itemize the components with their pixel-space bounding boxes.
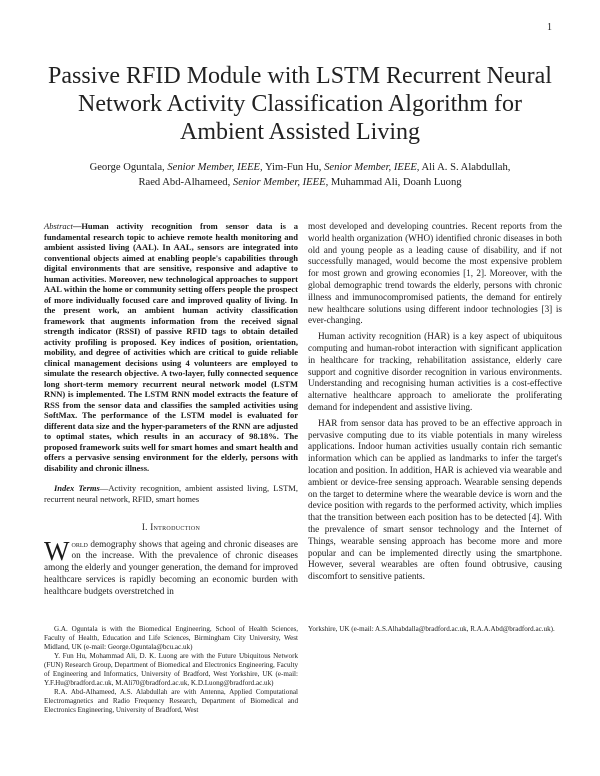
section-number: I. [141, 522, 148, 532]
right-column [308, 221, 562, 583]
page-number: 1 [547, 22, 552, 33]
author-role: Senior Member, IEEE, [167, 162, 263, 173]
intro-paragraph [44, 535, 298, 598]
abstract [44, 221, 298, 473]
author-name: Raed Abd-Alhameed, [138, 177, 231, 188]
body-paragraph: HAR from sensor data has proved to be an effective approach in pervasive computing due to its viable potentials in many wireless applications. Indoor human activities usually contain rich semantic information which can be applied as landmarks to infer the target's location and position. In addition, HAR is achieved via wearable and ambient or device-free sensing approach. Wearable sensing depends on the target to determine where the wearable device is worn and the device position with regards to the performed activity, which implies that the transition between each position has to be detected [4]. With the prevalence of smart sensor technology and the Internet of Things, wearable sensing approach has become more and more popular and can be implemented directly using the smartphone. However, several wearables are often found obtrusive, causing discomfort to sensitive patients. [308, 417, 562, 582]
drop-cap: W [44, 535, 70, 566]
abstract-label: Abstract [44, 221, 73, 231]
footnote: G.A. Oguntala is with the Biomedical Engineering, School of Health Sciences, Faculty of Health, Education and Life Sciences, Birmingham City University, West Midland, UK (e-mail: George.Oguntala@bcu.ac.uk) [44, 625, 298, 651]
author-name: Muhammad Ali, Doanh Luong [330, 177, 462, 188]
first-word-rest: orld [71, 538, 88, 549]
footnote: R.A. Abd-Alhameed, A.S. Alabdullah are with Antenna, Applied Computational Electromagnetics and Radio Frequency Research, Department of Biomedical and Electronics Engineering, University of Bradford, West [44, 688, 298, 714]
author-name: Yim-Fun Hu, [264, 162, 322, 173]
author-role: Senior Member, IEEE, [232, 177, 329, 188]
author-name: George Oguntala, [89, 162, 165, 173]
left-column [44, 221, 298, 597]
body-paragraph: Human activity recognition (HAR) is a key aspect of ubiquitous computing and human-robot interaction with significant application in healthcare for tracking, rehabilitation assistance, elderly care support and cognitive disorder recognition in various environments. Understanding and recognising human activities is a cost-effective alternative healthcare approach to ameliorate the proliferating demand for independent and assistive living. [308, 331, 562, 412]
paper-title: Passive RFID Module with LSTM Recurrent Neural Network Activity Classification Algorithm for Ambient Assisted Living [48, 63, 552, 145]
index-terms-text: —Activity recognition, ambient assisted living, LSTM, recurrent neural network, RFID, smart homes [44, 483, 298, 504]
index-terms-label: Index Terms [54, 483, 100, 493]
index-terms [44, 483, 298, 504]
footnotes-left [44, 625, 298, 715]
section-title: Introduction [150, 522, 201, 532]
body-paragraph: most developed and developing countries. Recent reports from the world health organization (WHO) identified chronic diseases in both old and young people as a leading cause of disability, and if not successfully managed, would become the most expensive problem for most grown and growing economies [1, 2]. Moreover, with the global demographic trend towards the elderly, persons with chronic illness and immunocompromised patients, the demand for entirely new healthcare solutions using different indoor technologies [3] is ever-changing. [308, 221, 562, 326]
section-heading [44, 522, 298, 533]
author-list [40, 160, 560, 190]
footnote: Y. Fun Hu, Mohammad Ali, D. K. Luong are with the Future Ubiquitous Network (FUN) Research Group, Department of Biomedical and Electronics Engineering, Faculty of Engineering and Informatics, University of Bradford, West Yorkshire, UK (e-mail: Y.F.Hu@bradford.ac.uk, M.Ali70@bradford.ac.uk, K.D.Luong@bradford.ac.uk) [44, 652, 298, 687]
intro-text: demography shows that ageing and chronic diseases are on the increase. With the prevalence of chronic diseases among the elderly and younger generation, the demand for improved healthcare services is rapidly becoming an economic burden with healthcare budgets overstretched in [44, 538, 298, 596]
author-name: Ali A. S. Alabdullah, [421, 162, 511, 173]
footnote: Yorkshire, UK (e-mail: A.S.Alhabdalla@bradford.ac.uk, R.A.A.Abd@bradford.ac.uk). [308, 625, 555, 633]
footnotes-right [308, 625, 562, 634]
abstract-text: —Human activity recognition from sensor data is a fundamental research topic to achieve remote health monitoring and ambient assisted living (AAL). In AAL, sensors are integrated into conventional objects aimed at enabling people's capabilities through digital environments that are sensitive, responsive and adaptive to human activities. Moreover, new technological approaches to support AAL within the home or community setting offers people the prospect of more individually focused care and improved quality of living. In the present work, an ambient human activity classification framework that augments information from the received signal strength indicator (RSSI) of passive RFID tags to obtain detailed activity profiling is proposed. Key indices of position, orientation, mobility, and degree of activities which are critical to guide reliable clinical management decisions using 4 volunteers are employed to simulate the research objective. A two-layer, fully connected sequence long short-term memory recurrent neural network model (LSTM RNN) is implemented. The LSTM RNN model extracts the feature of RSS from the sensor data and classifies the sampled activities using SoftMax. The performance of the LSTM model is evaluated for different data size and the hyper-parameters of the RNN are adjusted to optimal states, which results in an accuracy of 98.18%. The proposed framework suits well for smart homes and smart health and offers a pervasive sensing environment for the elderly, persons with disability and chronic illness. [44, 221, 298, 473]
author-role: Senior Member, IEEE, [324, 162, 420, 173]
